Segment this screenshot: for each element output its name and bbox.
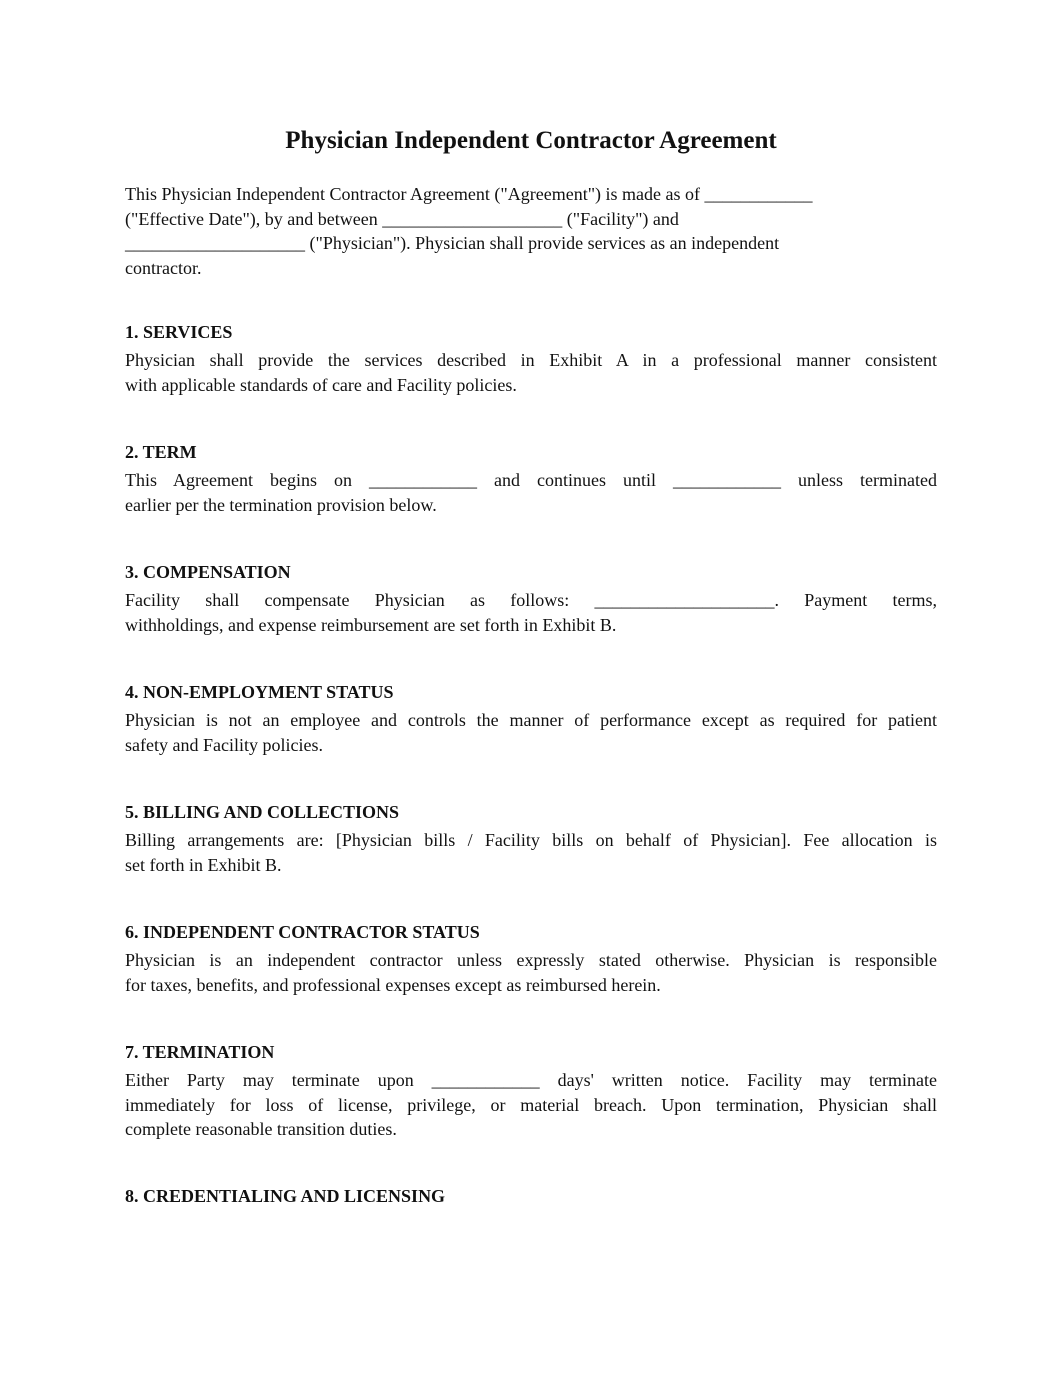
body-line: This Agreement begins on ____________ and continues until ____________ unless terminated [125, 470, 937, 490]
body-line: Billing arrangements are: [Physician bills / Facility bills on behalf of Physician]. Fee allocation is [125, 830, 937, 850]
body-line: Physician shall provide the services described in Exhibit A in a professional manner consistent [125, 350, 937, 370]
document-title: Physician Independent Contractor Agreement [285, 127, 777, 154]
intro-line: ____________________ ("Physician"). Physician shall provide services as an independent [125, 233, 780, 253]
body-line: for taxes, benefits, and professional expenses except as reimbursed herein. [125, 974, 661, 995]
intro-line: ("Effective Date"), by and between ____________________ ("Facility") and [125, 208, 679, 229]
section-heading: 1. SERVICES [125, 322, 233, 342]
body-line: immediately for loss of license, privilege, or material breach. Upon termination, Physician shall [125, 1094, 937, 1115]
intro-line: contractor. [125, 257, 202, 278]
section-term [125, 440, 937, 517]
section-heading: 8. CREDENTIALING AND LICENSING [125, 1186, 446, 1206]
section-body [125, 1068, 937, 1142]
body-line: earlier per the termination provision below. [125, 494, 437, 515]
section-independent-contractor-status [125, 920, 937, 997]
section-body [125, 588, 937, 637]
body-line: complete reasonable transition duties. [125, 1119, 397, 1139]
intro-paragraph [125, 182, 937, 280]
body-line: set forth in Exhibit B. [125, 854, 282, 875]
section-body [125, 828, 937, 877]
section-body [125, 708, 937, 757]
section-credentialing-and-licensing [125, 1184, 937, 1208]
body-line: with applicable standards of care and Facility policies. [125, 374, 517, 395]
section-heading: 4. NON-EMPLOYMENT STATUS [125, 682, 394, 702]
body-line: Facility shall compensate Physician as follows: ____________________. Payment terms, [125, 590, 937, 610]
section-termination [125, 1040, 937, 1142]
section-services [125, 320, 937, 397]
section-body [125, 348, 937, 397]
intro-line: This Physician Independent Contractor Agreement ("Agreement") is made as of ____________ [125, 184, 813, 204]
section-heading: 5. BILLING AND COLLECTIONS [125, 802, 400, 822]
section-heading: 7. TERMINATION [125, 1042, 275, 1062]
section-body [125, 948, 937, 997]
body-line: Either Party may terminate upon ____________ days' written notice. Facility may terminate [125, 1070, 937, 1090]
section-heading: 6. INDEPENDENT CONTRACTOR STATUS [125, 922, 480, 942]
body-line: Physician is not an employee and controls the manner of performance except as required for patient [125, 710, 937, 730]
document-page [125, 124, 937, 1206]
section-billing-and-collections [125, 800, 937, 877]
section-compensation [125, 560, 937, 637]
section-body [125, 468, 937, 517]
section-heading: 2. TERM [125, 442, 197, 462]
body-line: Physician is an independent contractor unless expressly stated otherwise. Physician is responsible [125, 950, 937, 970]
body-line: safety and Facility policies. [125, 734, 323, 755]
section-non-employment-status [125, 680, 937, 757]
body-line: withholdings, and expense reimbursement are set forth in Exhibit B. [125, 614, 617, 635]
section-heading: 3. COMPENSATION [125, 562, 291, 582]
